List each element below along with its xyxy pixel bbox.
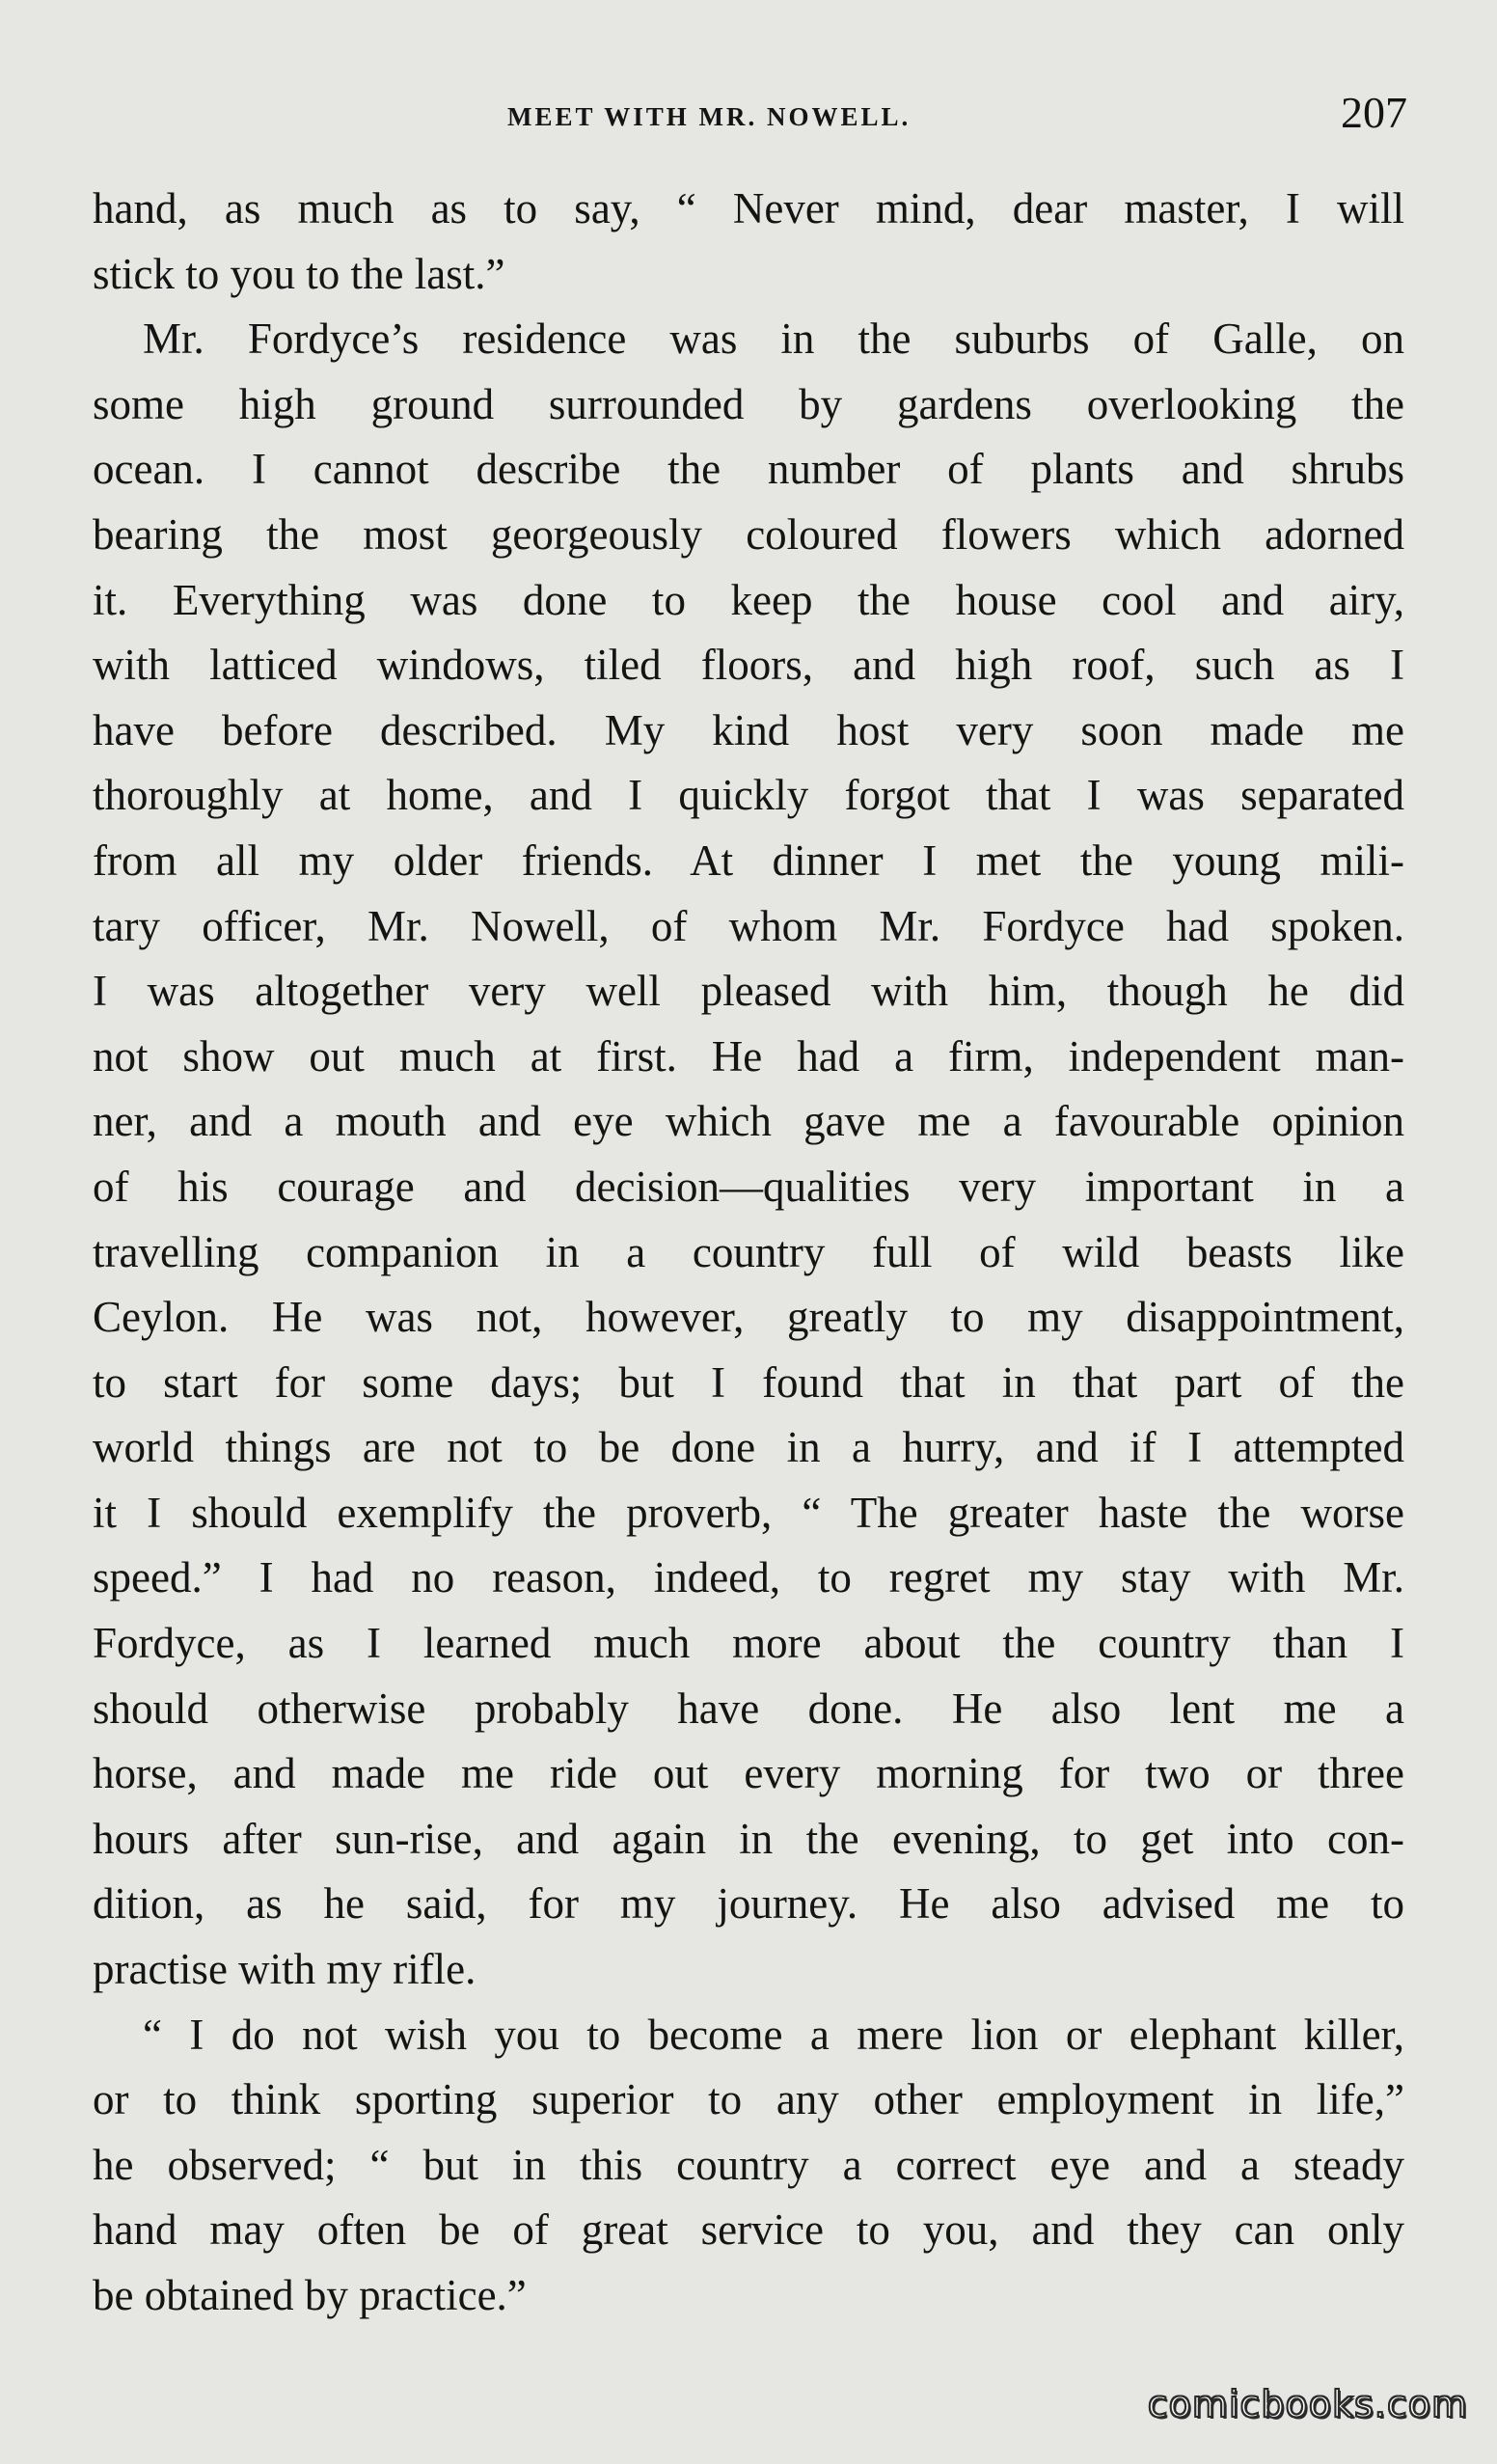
text-line: practise with my rifle. <box>93 1945 476 1994</box>
text-line: Mr. Fordyce’s residence was in the suburbs of Galle, on <box>143 315 1404 364</box>
text-line: with latticed windows, tiled floors, and high roof, such as I <box>93 641 1404 690</box>
text-line: should otherwise probably have done. He also lent me a <box>93 1684 1404 1733</box>
text-line: hand, as much as to say, “ Never mind, dear master, I will <box>93 184 1404 233</box>
text-line: hand may often be of great service to you, and they can only <box>93 2205 1404 2255</box>
text-line: world things are not to be done in a hurry, and if I attempted <box>93 1423 1404 1472</box>
text-line: thoroughly at home, and I quickly forgot that I was separated <box>93 771 1404 820</box>
text-line: travelling companion in a country full of wild beasts like <box>93 1227 1404 1276</box>
text-line: bearing the most georgeously coloured flowers which adorned <box>93 509 1404 559</box>
text-line: horse, and made me ride out every morning for two or three <box>93 1749 1404 1798</box>
text-line: some high ground surrounded by gardens overlooking the <box>93 379 1404 428</box>
text-line: dition, as he said, for my journey. He also advised me to <box>93 1879 1404 1929</box>
text-line: ocean. I cannot describe the number of plants and shrubs <box>93 445 1404 494</box>
text-line: or to think sporting superior to any other employment in life,” <box>93 2075 1404 2124</box>
page-number: 207 <box>1341 88 1407 137</box>
text-line: be obtained by practice.” <box>93 2271 527 2319</box>
running-head <box>0 85 1497 143</box>
text-line: he observed; “ but in this country a correct eye and a steady <box>93 2140 1404 2189</box>
running-title: MEET WITH MR. NOWELL. <box>507 102 912 131</box>
text-line: hours after sun-rise, and again in the evening, to get into con- <box>93 1814 1404 1863</box>
text-line: “ I do not wish you to become a mere lion or elephant killer, <box>143 2010 1404 2059</box>
text-line: have before described. My kind host very soon made me <box>93 705 1404 754</box>
text-line: to start for some days; but I found that in that part of the <box>93 1357 1404 1407</box>
text-line: it. Everything was done to keep the house cool and airy, <box>93 575 1404 624</box>
text-line: Fordyce, as I learned much more about the country than I <box>93 1619 1404 1668</box>
text-line: ner, and a mouth and eye which gave me a favourable opinion <box>93 1097 1404 1146</box>
text-line: I was altogether very well pleased with him, though he did <box>93 967 1404 1016</box>
text-line: of his courage and decision—qualities very important in a <box>93 1162 1404 1211</box>
text-line: tary officer, Mr. Nowell, of whom Mr. Fordyce had spoken. <box>93 901 1404 950</box>
text-line: stick to you to the last.” <box>93 249 505 298</box>
text-line: it I should exemplify the proverb, “ The greater haste the worse <box>93 1488 1404 1537</box>
text-line: speed.” I had no reason, indeed, to regret my stay with Mr. <box>93 1553 1404 1602</box>
body-text <box>93 177 1404 2329</box>
watermark: comicbooks.com <box>1147 2383 1468 2425</box>
text-line: Ceylon. He was not, however, greatly to my disappointment, <box>93 1293 1404 1342</box>
text-line: not show out much at first. He had a firm, independent man- <box>93 1031 1404 1081</box>
text-line: from all my older friends. At dinner I met the young mili- <box>93 835 1404 885</box>
